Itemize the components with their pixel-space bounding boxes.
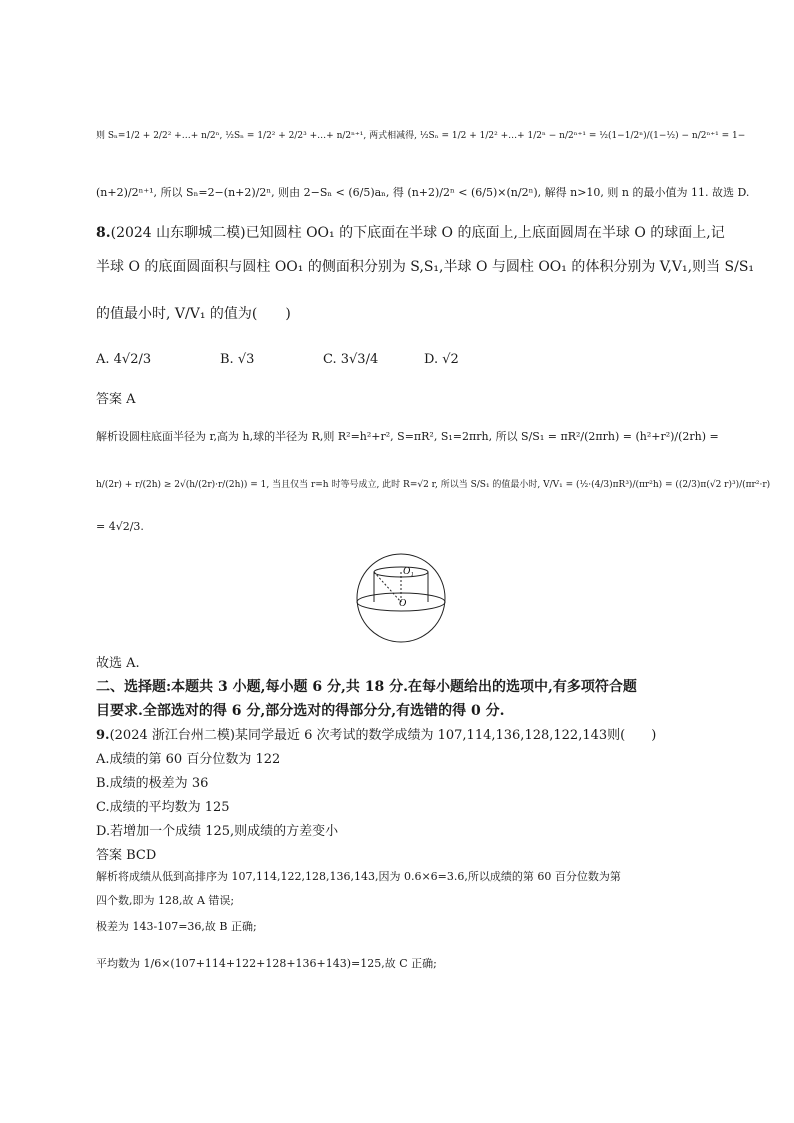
question-9-option-c: C.成绩的平均数为 125	[96, 800, 230, 815]
question-9-option-d: D.若增加一个成绩 125,则成绩的方差变小	[96, 824, 339, 839]
question-text: (2024 浙江台州二模)某同学最近 6 次考试的数学成绩为 107,114,136,128,122,143则( )	[109, 728, 657, 743]
analysis-9-line-4: 平均数为 1/6×(107+114+122+128+136+143)=125,故 C 正确;	[96, 957, 437, 970]
answer-8: 答案 A	[96, 392, 136, 407]
section-2-heading-line-1: 二、选择题:本题共 3 小题,每小题 6 分,共 18 分.在每小题给出的选项中,有多项符合题	[96, 679, 637, 695]
question-9-option-b: B.成绩的极差为 36	[96, 776, 209, 791]
analysis-9-line-1: 解析将成绩从低到高排序为 107,114,122,128,136,143,因为 0.6×6=3.6,所以成绩的第 60 百分位数为第	[96, 870, 621, 883]
question-8-line-3: 的值最小时, V/V₁ 的值为( )	[96, 306, 291, 322]
label-o: O	[399, 598, 407, 609]
question-number: 8.	[96, 225, 111, 241]
choose-8: 故选 A.	[96, 656, 140, 671]
question-8-line-1	[96, 222, 725, 242]
section-2-heading-line-2: 目要求.全部选对的得 6 分,部分选对的得部分分,有选错的得 0 分.	[96, 703, 505, 719]
option-c: C. 3√3/4	[323, 352, 379, 367]
hemisphere-cylinder-figure	[355, 552, 447, 644]
analysis-8-line-1: 解析设圆柱底面半径为 r,高为 h,球的半径为 R,则 R²=h²+r², S=πR², S₁=2πrh, 所以 S/S₁ = πR²/(2πrh) = (h²+r²)/(2rh) =	[96, 430, 719, 443]
question-9-option-a: A.成绩的第 60 百分位数为 122	[96, 752, 281, 767]
option-d: D. √2	[424, 352, 459, 367]
analysis-9-line-3: 极差为 143-107=36,故 B 正确;	[96, 920, 257, 933]
answer-9: 答案 BCD	[96, 848, 157, 863]
analysis-9-line-2: 四个数,即为 128,故 A 错误;	[96, 894, 235, 907]
question-number: 9.	[96, 728, 110, 743]
label-o1: O₁	[403, 566, 414, 577]
solution-line-2: (n+2)/2ⁿ⁺¹, 所以 Sₙ=2−(n+2)/2ⁿ, 则由 2−Sₙ < (6/5)aₙ, 得 (n+2)/2ⁿ < (6/5)×(n/2ⁿ), 解得 n>10, 则 n 的最小值为 11. 故选 D.	[96, 186, 750, 199]
analysis-8-line-2: h/(2r) + r/(2h) ≥ 2√(h/(2r)·r/(2h)) = 1, 当且仅当 r=h 时等号成立, 此时 R=√2 r, 所以当 S/S₁ 的值最小时, V/V₁ = (½·(4/3)πR³)/(πr²h) = ((2/3)π(√2 r)³)/(πr²·r)	[96, 480, 771, 490]
question-9	[96, 724, 656, 743]
question-8-line-2: 半球 O 的底面圆面积与圆柱 OO₁ 的侧面积分别为 S,S₁,半球 O 与圆柱 OO₁ 的体积分别为 V,V₁,则当 S/S₁	[96, 259, 755, 275]
solution-line-1: 则 Sₙ=1/2 + 2/2² +…+ n/2ⁿ, ½Sₙ = 1/2² + 2/2³ +…+ n/2ⁿ⁺¹, 两式相减得, ½Sₙ = 1/2 + 1/2² +…+ 1/2ⁿ − n/2ⁿ⁺¹ = ½(1−1/2ⁿ)/(1−½) − n/2ⁿ⁺¹ = 1−	[96, 131, 746, 141]
option-b: B. √3	[220, 352, 255, 367]
analysis-8-line-3: = 4√2/3.	[96, 520, 144, 533]
option-a: A. 4√2/3	[96, 352, 152, 367]
question-text: (2024 山东聊城二模)已知圆柱 OO₁ 的下底面在半球 O 的底面上,上底面圆周在半球 O 的球面上,记	[110, 225, 725, 241]
